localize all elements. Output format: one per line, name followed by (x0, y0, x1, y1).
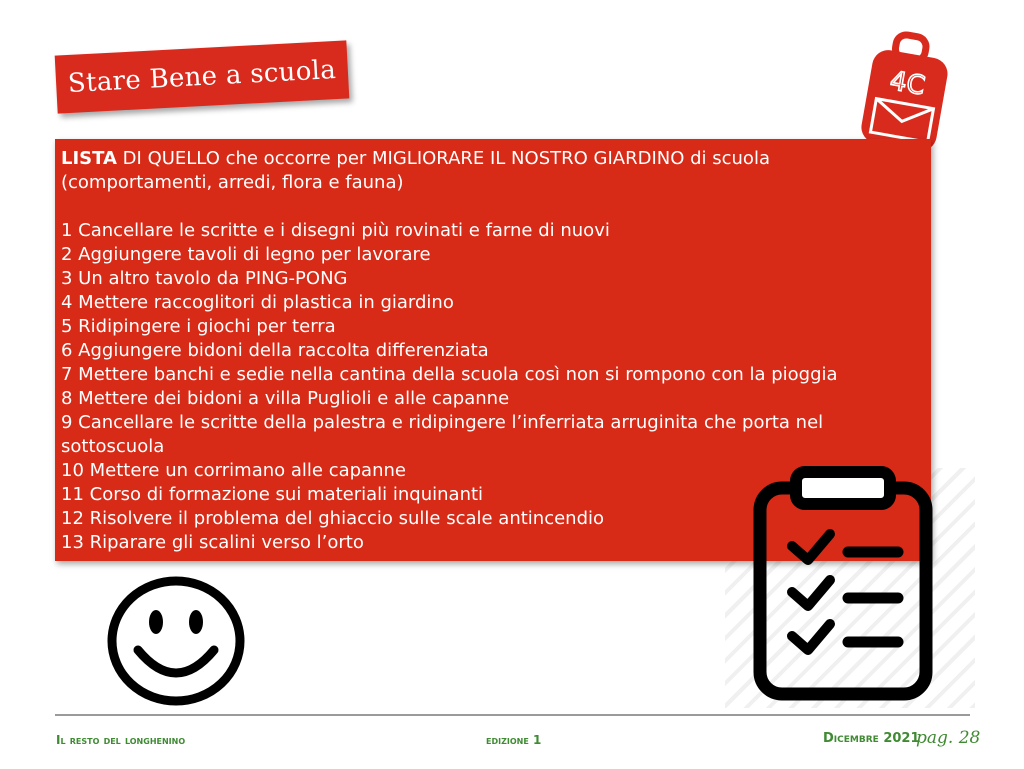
title-tag (55, 40, 350, 113)
list-item: 6 Aggiungere bidoni della raccolta differenziata (61, 340, 489, 361)
list-item: 13 Riparare gli scalini verso l’orto (61, 532, 364, 553)
list-item: 4 Mettere raccoglitori di plastica in giardino (61, 292, 454, 313)
footer-date: Dicembre 2021 (823, 731, 920, 746)
footer-divider (55, 714, 970, 716)
footer-edition: edizione 1 (486, 733, 542, 747)
list-item: 9 Cancellare le scritte della palestra e ridipingere l’inferriata arruginita che porta nel sottoscuola (61, 412, 824, 457)
page-title: Stare Bene a scuola (67, 54, 337, 100)
list-intro (61, 147, 925, 195)
smiley-icon (104, 574, 248, 708)
list-intro-bold: LISTA (61, 148, 117, 169)
clipboard-checklist-icon (752, 466, 934, 702)
class-badge-label: 4C (887, 65, 928, 102)
list-item: 1 Cancellare le scritte e i disegni più rovinati e farne di nuovi (61, 220, 610, 241)
list-item: 7 Mettere banchi e sedie nella cantina della scuola così non si rompono con la pioggia (61, 364, 838, 385)
list-item: 2 Aggiungere tavoli di legno per lavorare (61, 244, 431, 265)
list-item: 8 Mettere dei bidoni a villa Puglioli e alle capanne (61, 388, 510, 409)
footer-publication: Il resto del longhenino (56, 733, 186, 747)
list-item: 10 Mettere un corrimano alle capanne (61, 460, 406, 481)
list-item: 11 Corso di formazione sui materiali inquinanti (61, 484, 484, 505)
school-bag-icon (858, 30, 958, 152)
list-item: 3 Un altro tavolo da PING-PONG (61, 268, 348, 289)
list-intro-text: DI QUELLO che occorre per MIGLIORARE IL NOSTRO GIARDINO di scuola (comportamenti, arredi, flora e fauna) (61, 148, 770, 193)
list-item: 12 Risolvere il problema del ghiaccio sulle scale antincendio (61, 508, 605, 529)
page-number: pag. 28 (916, 728, 981, 748)
list-item: 5 Ridipingere i giochi per terra (61, 316, 336, 337)
